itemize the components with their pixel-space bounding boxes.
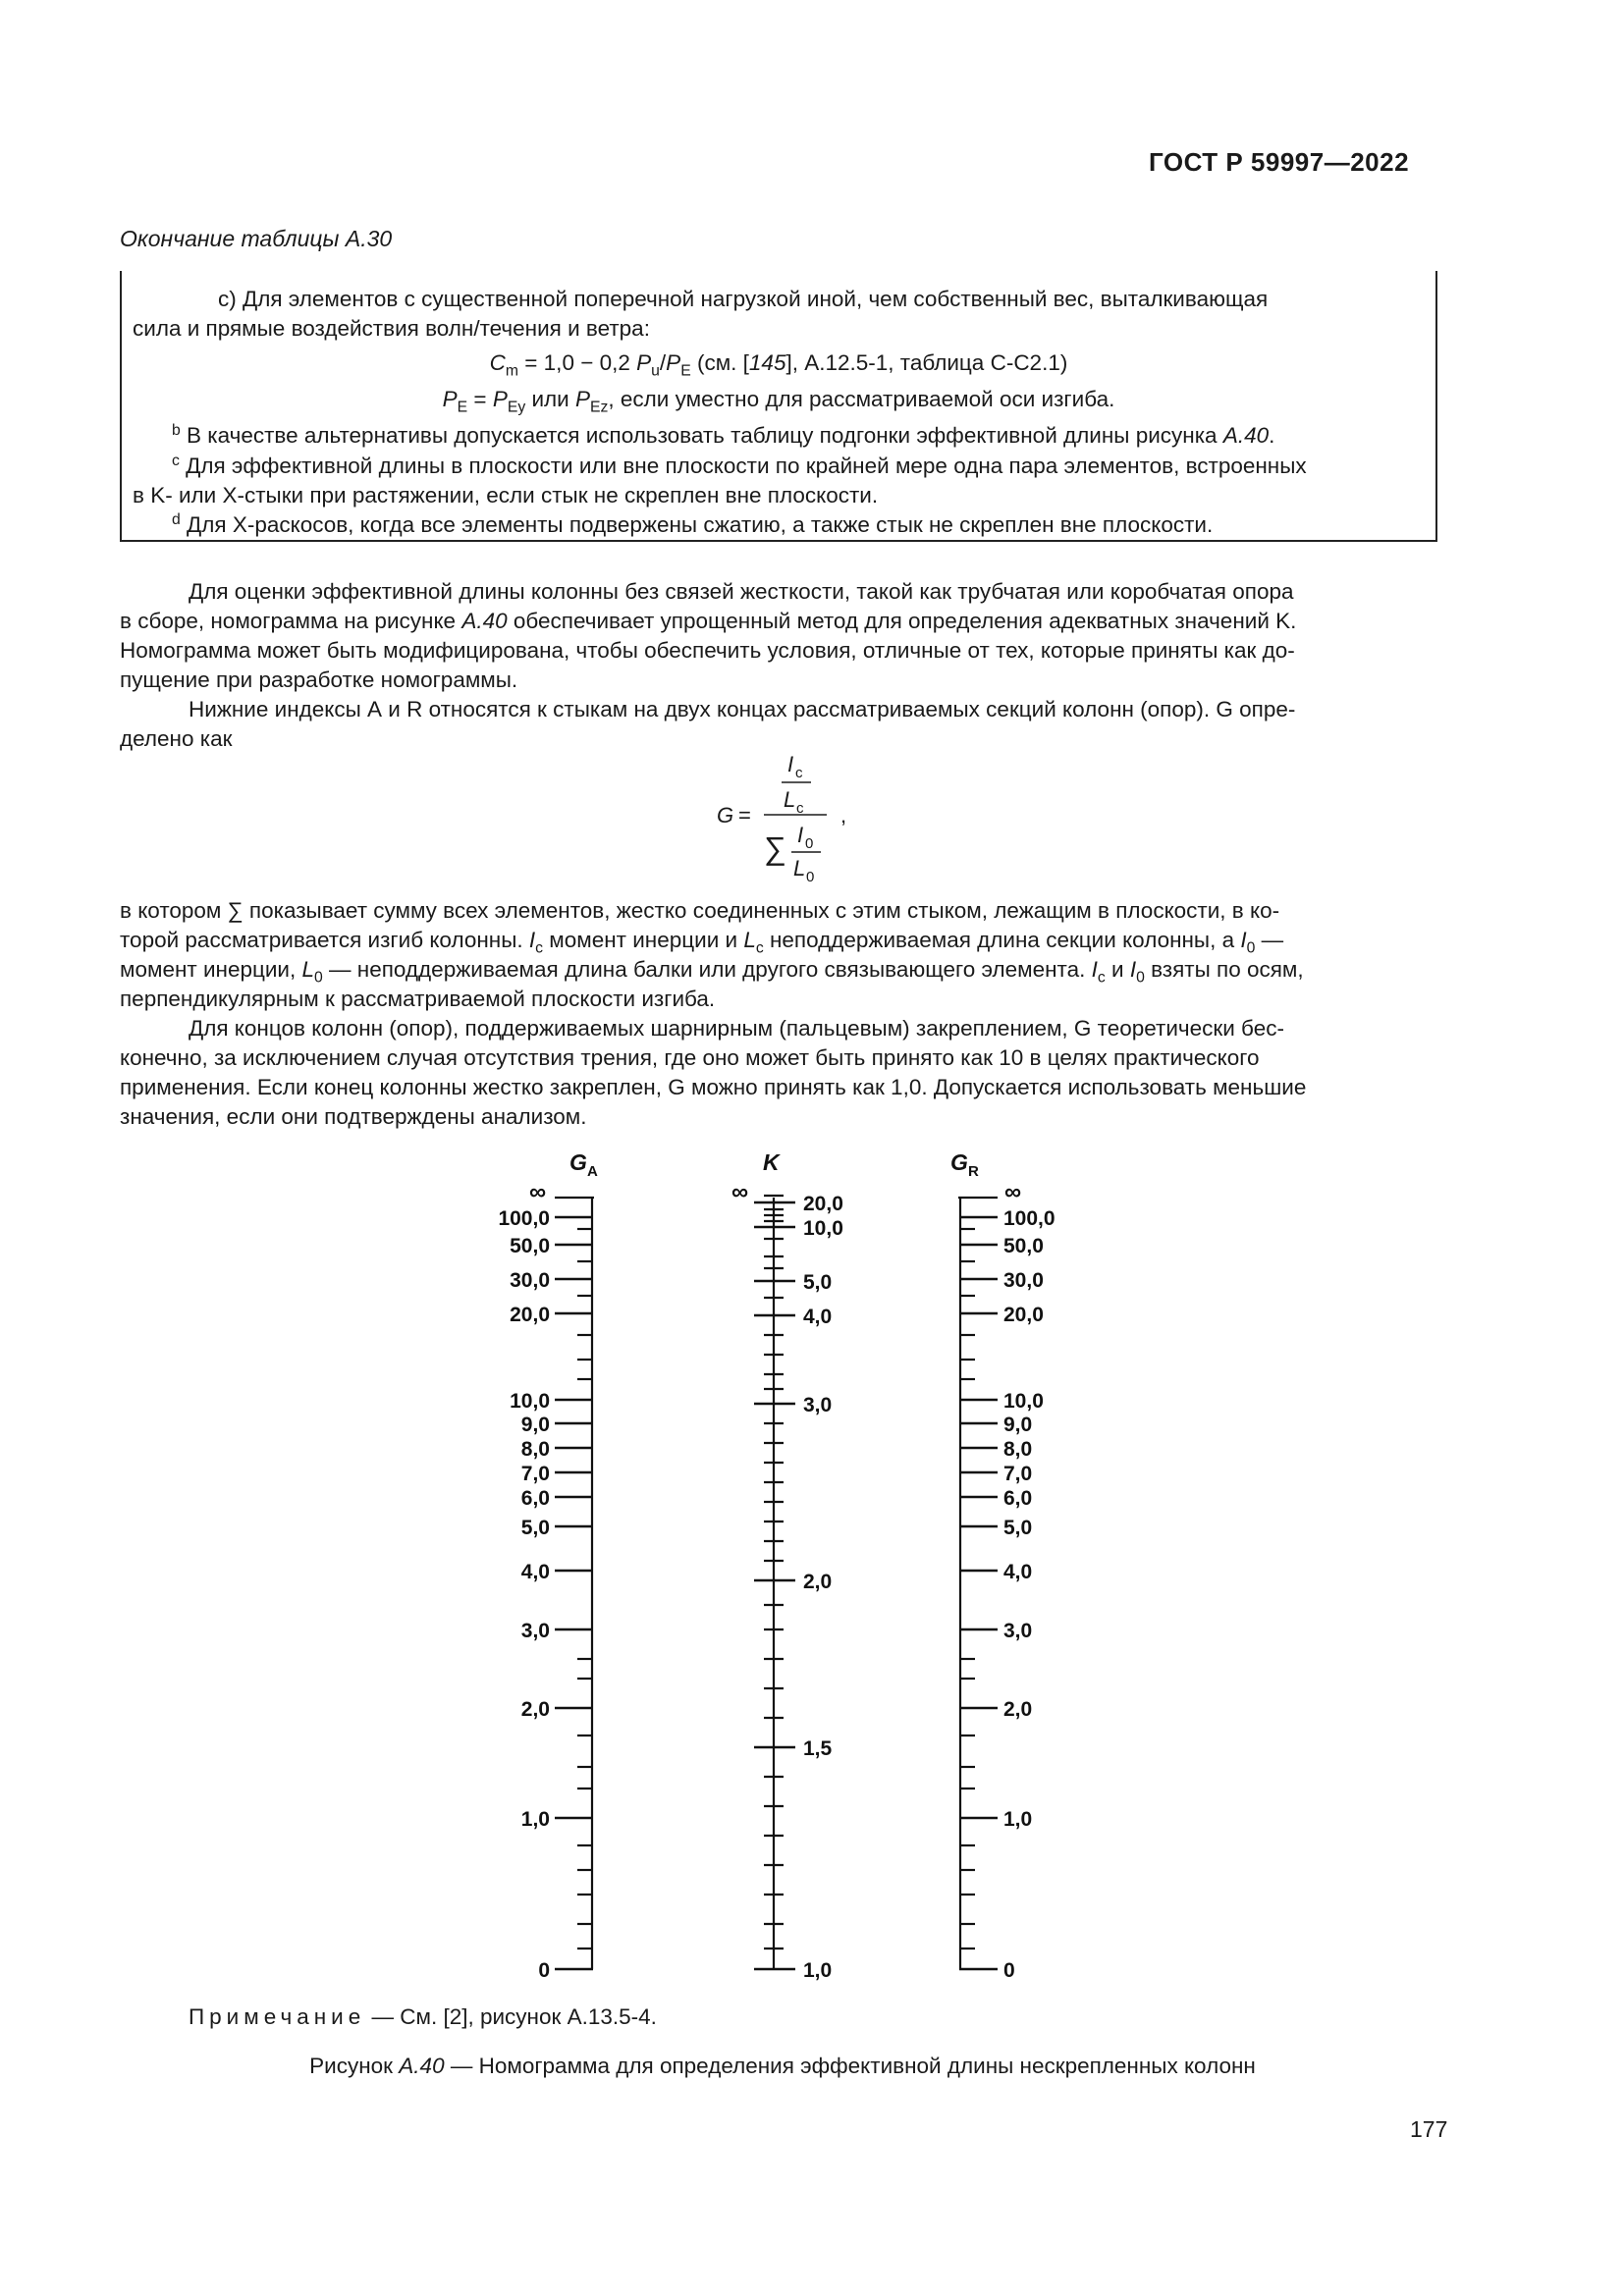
gr-tick-label: 8,0: [1003, 1438, 1033, 1461]
ga-tick-label: 4,0: [520, 1561, 550, 1583]
svg-text:=: =: [738, 803, 751, 828]
svg-text:L: L: [793, 856, 806, 881]
gr-tick-label: 2,0: [1003, 1698, 1033, 1721]
svg-text:∑: ∑: [764, 830, 786, 866]
svg-text:G: G: [717, 803, 734, 828]
gr-tick-label: 3,0: [1003, 1620, 1033, 1642]
k-tick-label: 1,5: [803, 1737, 833, 1760]
figure-caption: Рисунок А.40 — Номограмма для определения эффективной длины нескрепленных колонн: [309, 2054, 1256, 2078]
document-code: ГОСТ Р 59997—2022: [1149, 147, 1410, 177]
formula-cm: $C_m = 1,0 - 0,2$ $P_u/P_E$ (см. [145], А.12.5-1, таблица С-С2.1): [489, 350, 1068, 380]
ga-tick-label: 2,0: [520, 1698, 550, 1721]
svg-text:c: c: [796, 800, 804, 817]
body-p4-line2: конечно, за исключением случая отсутствия трения, где оно может быть принято как 10 в целях практического: [120, 1045, 1260, 1070]
footnote-c-line1: $^c$ Для эффективной длины в плоскости или вне плоскости по крайней мере одна пара элементов, встроенных: [172, 453, 1307, 478]
gr-infinity: ∞: [1004, 1179, 1022, 1205]
ga-tick-label: 1,0: [520, 1808, 550, 1831]
gr-tick-label: 10,0: [1003, 1390, 1044, 1413]
ga-tick-label: 20,0: [510, 1304, 550, 1326]
k-tick-label: 20,0: [803, 1193, 843, 1215]
k-tick-label: 4,0: [803, 1306, 833, 1328]
svg-text:0: 0: [805, 835, 814, 852]
body-p2-line2: делено как: [120, 726, 233, 751]
gr-tick-label: 5,0: [1003, 1517, 1033, 1539]
gr-title: G: [950, 1149, 968, 1175]
body-p4-line3: применения. Если конец колонны жестко закреплен, G можно принять как 1,0. Допускается использовать меньшие: [120, 1075, 1307, 1099]
body-p1-line1: Для оценки эффективной длины колонны без связей жесткости, такой как трубчатая или коробчатая опора: [189, 579, 1294, 604]
body-p1-line2: в сборе, номограмма на рисунке А.40 обеспечивает упрощенный метод для определения адекватных значений K.: [120, 609, 1297, 633]
gr-tick-label: 1,0: [1003, 1808, 1033, 1831]
ga-tick-label: 5,0: [520, 1517, 550, 1539]
ga-tick-label: 3,0: [520, 1620, 550, 1642]
body-p4-line4: значения, если они подтверждены анализом.: [120, 1104, 587, 1129]
body-p3-line4: перпендикулярным к рассматриваемой плоскости изгиба.: [120, 987, 716, 1011]
ga-tick-label: 0: [538, 1959, 550, 1982]
gr-tick-label: 30,0: [1003, 1269, 1044, 1292]
footnote-b: $^b$ В качестве альтернативы допускается использовать таблицу подгонки эффективной длины рисунка А.40.: [172, 422, 1275, 448]
k-title: K: [763, 1149, 780, 1175]
gr-tick-label: 4,0: [1003, 1561, 1033, 1583]
ga-tick-label: 10,0: [510, 1390, 550, 1413]
ga-tick-label: 7,0: [520, 1463, 550, 1485]
body-p4-line1: Для концов колонн (опор), поддерживаемых шарнирным (пальцевым) закреплением, G теоретически бес-: [189, 1016, 1284, 1041]
body-p3-line2: торой рассматривается изгиб колонны. $I_c$ момент инерции и $L_c$ неподдерживаемая длина секции колонны, а $I_0$ —: [120, 928, 1284, 957]
svg-text:I: I: [787, 752, 794, 776]
ga-title-sub: A: [587, 1163, 598, 1180]
k-tick-label: 5,0: [803, 1271, 833, 1294]
gr-tick-label: 50,0: [1003, 1235, 1044, 1257]
gr-tick-label: 6,0: [1003, 1487, 1033, 1510]
body-p1-line4: пущение при разработке номограммы.: [120, 667, 518, 692]
body-p3-line3: момент инерции, $L_0$ — неподдерживаемая длина балки или другого связывающего элемента. $I_c$ и $I_0$ взяты по осям,: [120, 957, 1304, 987]
svg-text:,: ,: [840, 803, 847, 828]
svg-text:I: I: [797, 823, 804, 847]
footnote-c-line2: в K- или X-стыки при растяжении, если стык не скреплен вне плоскости.: [133, 483, 879, 507]
ga-title: G: [569, 1149, 587, 1175]
ga-tick-label: 50,0: [510, 1235, 550, 1257]
svg-text:L: L: [784, 787, 796, 812]
page-number: 177: [1410, 2116, 1448, 2142]
table-para-c-line2: сила и прямые воздействия волн/течения и ветра:: [133, 316, 650, 341]
ga-tick-label: 8,0: [520, 1438, 550, 1461]
gr-tick-label: 9,0: [1003, 1414, 1033, 1436]
svg-text:0: 0: [806, 869, 815, 885]
k-tick-label: 2,0: [803, 1571, 833, 1593]
k-infinity: ∞: [731, 1179, 749, 1205]
body-p1-line3: Номограмма может быть модифицирована, чтобы обеспечить условия, отличные от тех, которые приняты как до-: [120, 638, 1295, 663]
k-tick-label: 3,0: [803, 1394, 833, 1416]
gr-title-sub: R: [968, 1163, 979, 1180]
figure-note: Примечание — См. [2], рисунок А.13.5-4.: [189, 2004, 657, 2029]
body-p3-line1: в котором ∑ показывает сумму всех элементов, жестко соединенных с этим стыком, лежащим в плоскости, в ко-: [120, 898, 1280, 923]
gr-tick-label: 0: [1003, 1959, 1015, 1982]
ga-infinity: ∞: [529, 1179, 547, 1205]
table-continuation-label: Окончание таблицы А.30: [120, 226, 393, 251]
table-para-c-line1: c) Для элементов с существенной поперечной нагрузкой иной, чем собственный вес, выталкивающая: [218, 287, 1269, 311]
gr-tick-label: 100,0: [1003, 1207, 1056, 1230]
ga-tick-label: 6,0: [520, 1487, 550, 1510]
svg-text:c: c: [795, 765, 803, 781]
ga-tick-label: 30,0: [510, 1269, 550, 1292]
body-p2-line1: Нижние индексы А и R относятся к стыкам на двух концах рассматриваемых секций колонн (опор). G опре-: [189, 697, 1296, 721]
ga-tick-label: 9,0: [520, 1414, 550, 1436]
gr-tick-label: 7,0: [1003, 1463, 1033, 1485]
ga-tick-label: 100,0: [498, 1207, 550, 1230]
k-tick-label: 10,0: [803, 1217, 843, 1240]
gr-tick-label: 20,0: [1003, 1304, 1044, 1326]
k-tick-label: 1,0: [803, 1959, 833, 1982]
footnote-d: $^d$ Для X-раскосов, когда все элементы подвержены сжатию, а также стык не скреплен вне плоскости.: [172, 511, 1214, 537]
formula-pe: $P_E = P_{Ey}$ или $P_{Ez}$, если уместно для рассматриваемой оси изгиба.: [442, 387, 1115, 416]
